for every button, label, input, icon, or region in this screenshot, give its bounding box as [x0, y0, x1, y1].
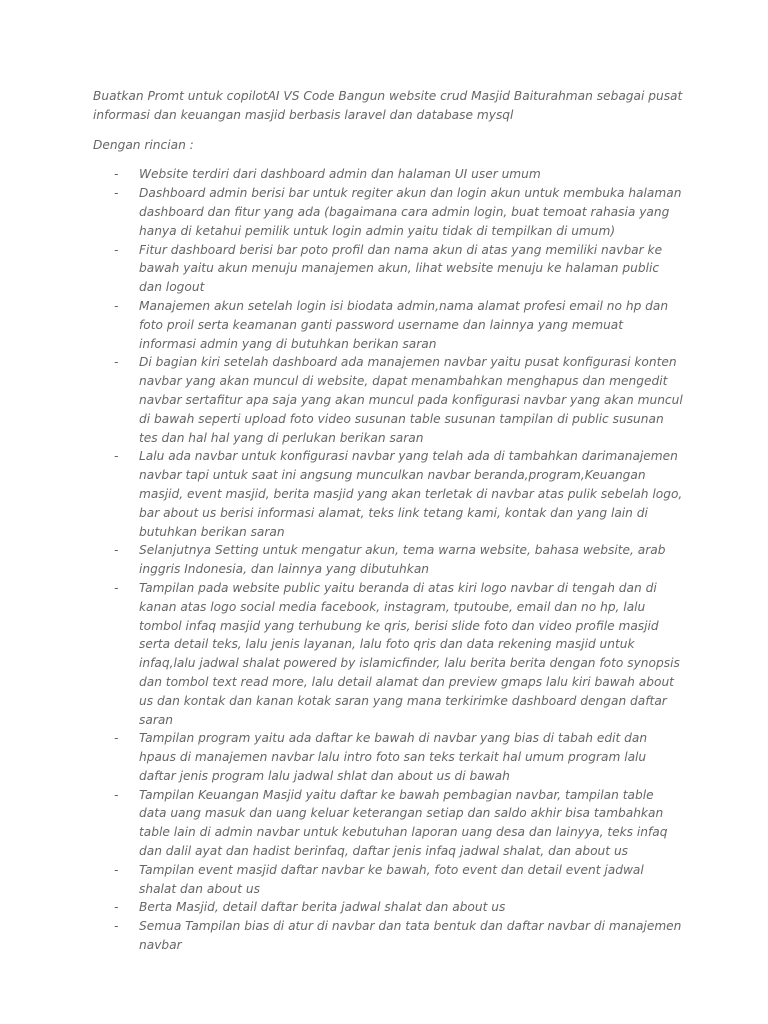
list-item: [93, 447, 683, 541]
bullet-dash: -: [114, 186, 119, 201]
requirements-list: [93, 165, 683, 954]
list-item-text: Di bagian kiri setelah dashboard ada manajemen navbar yaitu pusat konfigurasi konten navbar yang akan muncul di website, dapat menambahkan menghapus dan mengedit navbar sertafitur apa saja yang akan muncul pada konfigurasi navbar yang akan muncul di bawah seperti upload foto video susunan table susunan tampilan di public susunan tes dan hal hal yang di perlukan berikan saran: [139, 355, 683, 445]
bullet-dash: -: [114, 731, 119, 746]
list-item-text: Dashboard admin berisi bar untuk regiter akun dan login akun untuk membuka halaman dashboard dan fitur yang ada (bagaimana cara admin login, buat temoat rahasia yang hanya di ketahui pemilik untuk login admin yaitu tidak di tempilkan di umum): [139, 186, 682, 238]
list-item: [93, 861, 683, 899]
list-item: [93, 579, 683, 729]
document-body: [93, 87, 683, 955]
list-item: [93, 241, 683, 297]
list-item-text: Tampilan program yaitu ada daftar ke bawah di navbar yang bias di tabah edit dan hpaus di manajemen navbar lalu intro foto san teks terkait hal umum program lalu daftar jenis program lalu jadwal shlat dan about us di bawah: [139, 731, 648, 783]
bullet-dash: -: [114, 862, 119, 877]
list-item: [93, 898, 683, 917]
list-item-text: Website terdiri dari dashboard admin dan halaman UI user umum: [139, 167, 541, 182]
bullet-dash: -: [114, 449, 119, 464]
bullet-dash: -: [114, 355, 119, 370]
list-item-text: Tampilan Keuangan Masjid yaitu daftar ke bawah pembagian navbar, tampilan table data uang masuk dan uang keluar keterangan setiap dan saldo akhir bisa tambahkan table lain di admin navbar untuk kebutuhan laporan uang desa dan lainyya, teks infaq dan dalil ayat dan hadist berinfaq, daftar jenis infaq jadwal shalat, dan about us: [139, 787, 668, 859]
list-item: [93, 297, 683, 353]
bullet-dash: -: [114, 167, 119, 182]
document-intro: Buatkan Promt untuk copilotAI VS Code Bangun website crud Masjid Baiturahman sebagai pusat informasi dan keuangan masjid berbasis laravel dan database mysql: [93, 89, 683, 122]
list-item: [93, 729, 683, 785]
bullet-dash: -: [114, 242, 119, 257]
list-item: [93, 541, 683, 579]
list-item-text: Selanjutnya Setting untuk mengatur akun, tema warna website, bahasa website, arab inggris Indonesia, dan lainnya yang dibutuhkan: [139, 543, 666, 577]
list-item-text: Tampilan event masjid daftar navbar ke bawah, foto event dan detail event jadwal shalat dan about us: [139, 862, 644, 896]
bullet-dash: -: [114, 580, 119, 595]
list-item-text: Tampilan pada website public yaitu beranda di atas kiri logo navbar di tengah dan di kanan atas logo social media facebook, instagram, tputoube, email dan no hp, lalu tombol infaq masjid yang terhubung ke qris, berisi slide foto dan video profile masjid serta detail teks, lalu jenis layanan, lalu foto qris dan data rekening masjid untuk infaq,lalu jadwal shalat powered by islamicfinder, lalu berita berita dengan foto synopsis dan tombol text read more, lalu detail alamat dan preview gmaps lalu kiri bawah about us dan kontak dan kanan kotak saran yang mana terkirimke dashboard dengan daftar saran: [139, 580, 680, 727]
list-item: [93, 786, 683, 861]
list-item-text: Semua Tampilan bias di atur di navbar dan tata bentuk dan daftar navbar di manajemen navbar: [139, 919, 682, 953]
bullet-dash: -: [114, 543, 119, 558]
list-item: [93, 917, 683, 955]
list-item-text: Fitur dashboard berisi bar poto profil dan nama akun di atas yang memiliki navbar ke bawah yaitu akun menuju manajemen akun, lihat website menuju ke halaman public dan logout: [139, 242, 663, 295]
bullet-dash: -: [114, 298, 119, 313]
bullet-dash: -: [114, 919, 119, 934]
bullet-dash: -: [114, 900, 119, 915]
list-item-text: Lalu ada navbar untuk konfigurasi navbar yang telah ada di tambahkan darimanajemen navbar tapi untuk saat ini angsung munculkan navbar beranda,program,Keuangan masjid, event masjid, berita masjid yang akan terletak di navbar atas pulik sebelah logo, bar about us berisi informasi alamat, teks link tetang kami, kontak dan yang lain di butuhkan berikan saran: [139, 449, 683, 539]
list-item-text: Manajemen akun setelah login isi biodata admin,nama alamat profesi email no hp dan foto proil serta keamanan ganti password username dan lainnya yang memuat informasi admin yang di butuhkan berikan saran: [139, 298, 669, 351]
list-item: [93, 165, 683, 184]
list-item: [93, 353, 683, 447]
document-subheading: Dengan rincian :: [93, 137, 194, 152]
bullet-dash: -: [114, 787, 119, 802]
list-item-text: Berta Masjid, detail daftar berita jadwal shalat dan about us: [139, 900, 506, 915]
list-item: [93, 184, 683, 240]
